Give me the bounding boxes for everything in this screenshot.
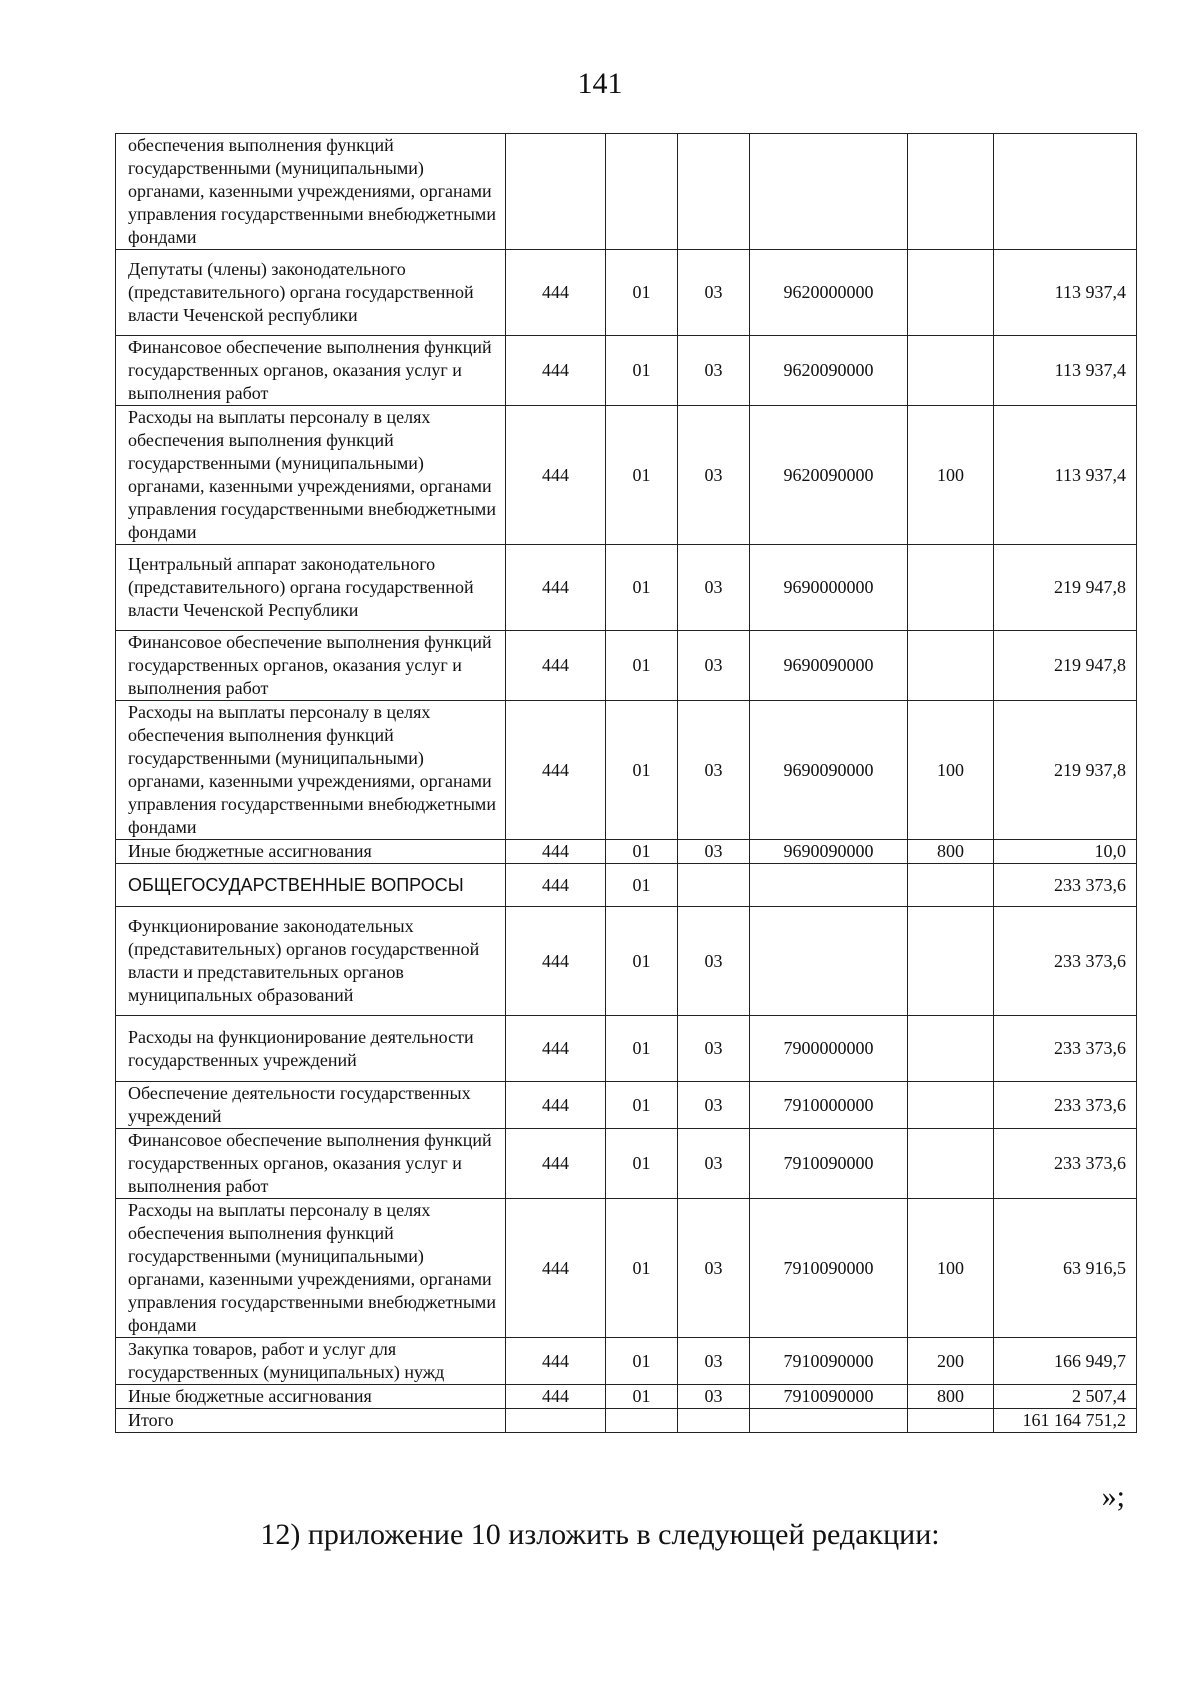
row-amount-cell: [994, 134, 1137, 250]
row-csr-cell: 7910090000: [750, 1385, 908, 1409]
row-vr-cell: [908, 134, 994, 250]
row-rz-cell: 01: [606, 1385, 678, 1409]
row-pr-cell: 03: [678, 631, 750, 701]
table-row: [116, 336, 1137, 406]
row-vr-cell: 100: [908, 1199, 994, 1338]
row-amount-cell: 233 373,6: [994, 1082, 1137, 1129]
row-ved-cell: 444: [506, 545, 606, 631]
row-csr-cell: 9690090000: [750, 840, 908, 864]
row-csr-cell: 7900000000: [750, 1016, 908, 1082]
row-csr-cell: [750, 134, 908, 250]
row-pr-cell: 03: [678, 1199, 750, 1338]
row-pr-cell: 03: [678, 1129, 750, 1199]
row-ved-cell: 444: [506, 1016, 606, 1082]
table-row: [116, 1338, 1137, 1385]
row-pr-cell: 03: [678, 1016, 750, 1082]
row-rz-cell: [606, 134, 678, 250]
row-amount-cell: 161 164 751,2: [994, 1409, 1137, 1433]
row-rz-cell: 01: [606, 1082, 678, 1129]
table-row: [116, 840, 1137, 864]
row-csr-cell: 7910090000: [750, 1129, 908, 1199]
row-vr-cell: [908, 1016, 994, 1082]
row-ved-cell: 444: [506, 840, 606, 864]
row-csr-cell: 9620090000: [750, 406, 908, 545]
row-name-cell: Функционирование законодательных (представительных) органов государственной власти и представительных органов муниципальных образований: [116, 907, 506, 1016]
row-rz-cell: 01: [606, 1199, 678, 1338]
row-vr-cell: 800: [908, 840, 994, 864]
row-vr-cell: 100: [908, 406, 994, 545]
row-amount-cell: 2 507,4: [994, 1385, 1137, 1409]
row-csr-cell: 9620090000: [750, 336, 908, 406]
row-rz-cell: 01: [606, 864, 678, 907]
row-amount-cell: 10,0: [994, 840, 1137, 864]
closing-quote: »;: [1101, 1480, 1125, 1513]
row-pr-cell: 03: [678, 907, 750, 1016]
row-ved-cell: [506, 134, 606, 250]
row-pr-cell: 03: [678, 336, 750, 406]
row-rz-cell: 01: [606, 1016, 678, 1082]
row-ved-cell: 444: [506, 1385, 606, 1409]
row-name-cell: Центральный аппарат законодательного (представительного) органа государственной власти Чеченской Республики: [116, 545, 506, 631]
row-name-cell: Расходы на выплаты персоналу в целях обеспечения выполнения функций государственными (муниципальными) органами, казенными учреждениями, органами управления государственными внебюджетными фондами: [116, 1199, 506, 1338]
row-ved-cell: 444: [506, 907, 606, 1016]
table-row: [116, 545, 1137, 631]
row-vr-cell: [908, 907, 994, 1016]
row-ved-cell: 444: [506, 1199, 606, 1338]
row-amount-cell: 233 373,6: [994, 907, 1137, 1016]
row-name-cell: обеспечения выполнения функций государственными (муниципальными) органами, казенными учреждениями, органами управления государственными внебюджетными фондами: [116, 134, 506, 250]
row-amount-cell: 233 373,6: [994, 864, 1137, 907]
row-csr-cell: 9690000000: [750, 545, 908, 631]
table-row: [116, 1082, 1137, 1129]
row-name-cell: Финансовое обеспечение выполнения функций государственных органов, оказания услуг и выполнения работ: [116, 1129, 506, 1199]
row-amount-cell: 166 949,7: [994, 1338, 1137, 1385]
table-row: [116, 1129, 1137, 1199]
table-row: [116, 701, 1137, 840]
row-ved-cell: 444: [506, 336, 606, 406]
row-name-cell: Иные бюджетные ассигнования: [116, 840, 506, 864]
row-pr-cell: 03: [678, 1082, 750, 1129]
table-row: [116, 134, 1137, 250]
row-rz-cell: 01: [606, 336, 678, 406]
row-pr-cell: 03: [678, 250, 750, 336]
table-row: [116, 1409, 1137, 1433]
row-csr-cell: 7910090000: [750, 1199, 908, 1338]
table-row: [116, 1016, 1137, 1082]
row-rz-cell: 01: [606, 701, 678, 840]
row-pr-cell: [678, 864, 750, 907]
row-vr-cell: [908, 1409, 994, 1433]
row-csr-cell: 9620000000: [750, 250, 908, 336]
row-amount-cell: 219 947,8: [994, 631, 1137, 701]
row-pr-cell: 03: [678, 701, 750, 840]
row-name-cell: Финансовое обеспечение выполнения функций государственных органов, оказания услуг и выполнения работ: [116, 336, 506, 406]
row-ved-cell: 444: [506, 864, 606, 907]
row-name-cell: Итого: [116, 1409, 506, 1433]
row-ved-cell: 444: [506, 1082, 606, 1129]
row-csr-cell: 9690090000: [750, 701, 908, 840]
row-csr-cell: [750, 1409, 908, 1433]
row-pr-cell: 03: [678, 1338, 750, 1385]
row-name-cell: Закупка товаров, работ и услуг для государственных (муниципальных) нужд: [116, 1338, 506, 1385]
row-pr-cell: 03: [678, 840, 750, 864]
row-csr-cell: 9690090000: [750, 631, 908, 701]
row-pr-cell: 03: [678, 406, 750, 545]
row-name-cell: Иные бюджетные ассигнования: [116, 1385, 506, 1409]
table-row: [116, 631, 1137, 701]
row-amount-cell: 219 937,8: [994, 701, 1137, 840]
budget-table: [115, 133, 1137, 1433]
row-vr-cell: [908, 336, 994, 406]
row-pr-cell: 03: [678, 545, 750, 631]
row-ved-cell: 444: [506, 1129, 606, 1199]
row-rz-cell: 01: [606, 1338, 678, 1385]
table-row: [116, 1385, 1137, 1409]
row-csr-cell: 7910090000: [750, 1338, 908, 1385]
row-vr-cell: 200: [908, 1338, 994, 1385]
table-row: [116, 250, 1137, 336]
row-name-cell: Финансовое обеспечение выполнения функций государственных органов, оказания услуг и выполнения работ: [116, 631, 506, 701]
row-amount-cell: 113 937,4: [994, 336, 1137, 406]
row-name-cell: Расходы на выплаты персоналу в целях обеспечения выполнения функций государственными (муниципальными) органами, казенными учреждениями, органами управления государственными внебюджетными фондами: [116, 406, 506, 545]
row-ved-cell: 444: [506, 631, 606, 701]
row-pr-cell: [678, 134, 750, 250]
row-vr-cell: 100: [908, 701, 994, 840]
row-vr-cell: 800: [908, 1385, 994, 1409]
row-name-cell: ОБЩЕГОСУДАРСТВЕННЫЕ ВОПРОСЫ: [116, 864, 506, 907]
table-row: [116, 907, 1137, 1016]
row-amount-cell: 63 916,5: [994, 1199, 1137, 1338]
row-name-cell: Расходы на выплаты персоналу в целях обеспечения выполнения функций государственными (муниципальными) органами, казенными учреждениями, органами управления государственными внебюджетными фондами: [116, 701, 506, 840]
row-rz-cell: 01: [606, 840, 678, 864]
row-rz-cell: 01: [606, 250, 678, 336]
row-amount-cell: 113 937,4: [994, 406, 1137, 545]
row-ved-cell: 444: [506, 1338, 606, 1385]
row-vr-cell: [908, 864, 994, 907]
row-vr-cell: [908, 1082, 994, 1129]
row-vr-cell: [908, 250, 994, 336]
row-name-cell: Расходы на функционирование деятельности государственных учреждений: [116, 1016, 506, 1082]
row-amount-cell: 219 947,8: [994, 545, 1137, 631]
row-rz-cell: 01: [606, 1129, 678, 1199]
row-rz-cell: [606, 1409, 678, 1433]
row-rz-cell: 01: [606, 631, 678, 701]
row-vr-cell: [908, 545, 994, 631]
row-csr-cell: 7910000000: [750, 1082, 908, 1129]
row-amount-cell: 233 373,6: [994, 1016, 1137, 1082]
row-vr-cell: [908, 631, 994, 701]
table-row: [116, 864, 1137, 907]
row-vr-cell: [908, 1129, 994, 1199]
row-ved-cell: 444: [506, 701, 606, 840]
amendment-text: 12) приложение 10 изложить в следующей редакции:: [260, 1518, 940, 1551]
row-csr-cell: [750, 907, 908, 1016]
table-row: [116, 1199, 1137, 1338]
row-amount-cell: 233 373,6: [994, 1129, 1137, 1199]
row-pr-cell: 03: [678, 1385, 750, 1409]
row-ved-cell: 444: [506, 250, 606, 336]
row-pr-cell: [678, 1409, 750, 1433]
row-name-cell: Депутаты (члены) законодательного (представительного) органа государственной власти Чеченской республики: [116, 250, 506, 336]
row-rz-cell: 01: [606, 406, 678, 545]
page-number: 141: [577, 67, 623, 100]
table-row: [116, 406, 1137, 545]
row-rz-cell: 01: [606, 907, 678, 1016]
row-ved-cell: [506, 1409, 606, 1433]
row-amount-cell: 113 937,4: [994, 250, 1137, 336]
row-ved-cell: 444: [506, 406, 606, 545]
row-csr-cell: [750, 864, 908, 907]
row-name-cell: Обеспечение деятельности государственных учреждений: [116, 1082, 506, 1129]
row-rz-cell: 01: [606, 545, 678, 631]
